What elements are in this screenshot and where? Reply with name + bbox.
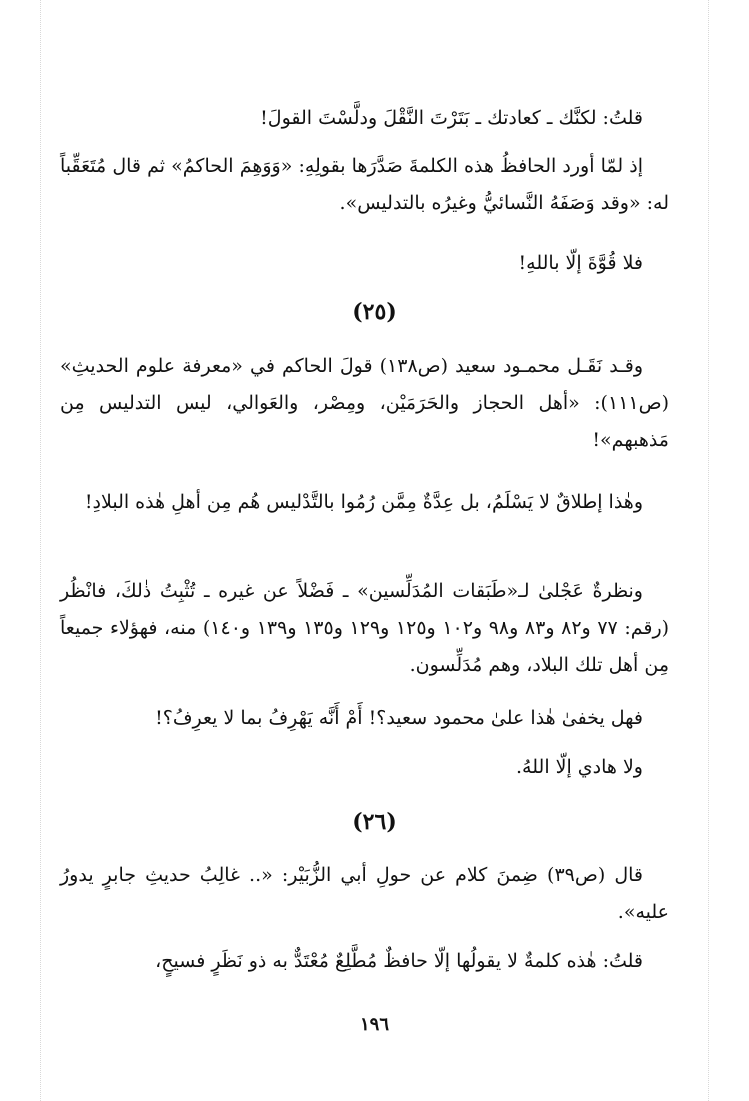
margin-rule-right — [708, 0, 709, 1101]
paragraph-8: ولا هادي إلّا اللهُ. — [516, 756, 643, 778]
section-heading-25: (٢٥) — [352, 299, 397, 325]
paragraph-7: فهل يخفىٰ هٰذا علىٰ محمود سعيد؟! أَمْ أَنَّه يَهْرِفُ بما لا يعرِفُ؟! — [155, 707, 643, 729]
paragraph-6: ونظرةٌ عَجْلىٰ لـ«طَبَقات المُدَلِّسين» ـ فَضْلاً عن غيره ـ تُثْبِتُ ذٰلكَ، فانْظُر (رقم: ٧٧ و٨٢ و٨٣ و٩٨ و١٠٢ و١٢٥ و١٢٩ و١٣٥ و١٣٩ و١٤٠) منه، فهؤلاء جميعاً مِن أهل تلك البلاد، وهم مُدَلِّسون. — [60, 580, 670, 676]
margin-rule-left — [40, 0, 41, 1101]
paragraph-3: فلا قُوَّةَ إلّا باللهِ! — [518, 252, 643, 274]
section-heading-26: (٢٦) — [352, 809, 397, 835]
paragraph-10: قلتُ: هٰذه كلمةٌ لا يقولُها إلّا حافظٌ مُطَّلِعٌ مُعْتَدٌّ به ذو نَظَرٍ فسيحٍ، — [155, 950, 643, 972]
paragraph-1: قلتُ: لكنَّك ـ كعادتك ـ بَتَرْتَ النَّقْلَ ودلَّسْتَ القولَ! — [260, 107, 643, 129]
paragraph-5: وهٰذا إطلاقٌ لا يَسْلَمُ، بل عِدَّةٌ مِمَّن رُمُوا بالتَّدْليس هُم مِن أهلِ هٰذه البلادِ! — [84, 491, 643, 513]
page-number: ١٩٦ — [359, 1014, 389, 1035]
paragraph-2: إذ لمّا أورد الحافظُ هذه الكلمةَ صَدَّرَها بقولِهِ: «وَوَهِمَ الحاكمُ» ثم قال مُتَعَقِّباً له: «وقد وَصَفَهُ النَّسائيُّ وغيرُه بالتدليس». — [60, 155, 669, 214]
paragraph-4: وقـد نَقَـل محمـود سعيد (ص١٣٨) قولَ الحاكم في «معرفة علوم الحديثِ» (ص١١١): «أهل الحجاز والحَرَمَيْن، ومِصْر، والعَوالي، ليس التدليس مِن مَذهبهم»! — [60, 355, 669, 451]
paragraph-9: قال (ص٣٩) ضِمنَ كلام عن حولِ أبي الزُّبَيْر: «.. غالِبُ حديثِ جابرٍ يدورُ عليه». — [60, 864, 669, 923]
